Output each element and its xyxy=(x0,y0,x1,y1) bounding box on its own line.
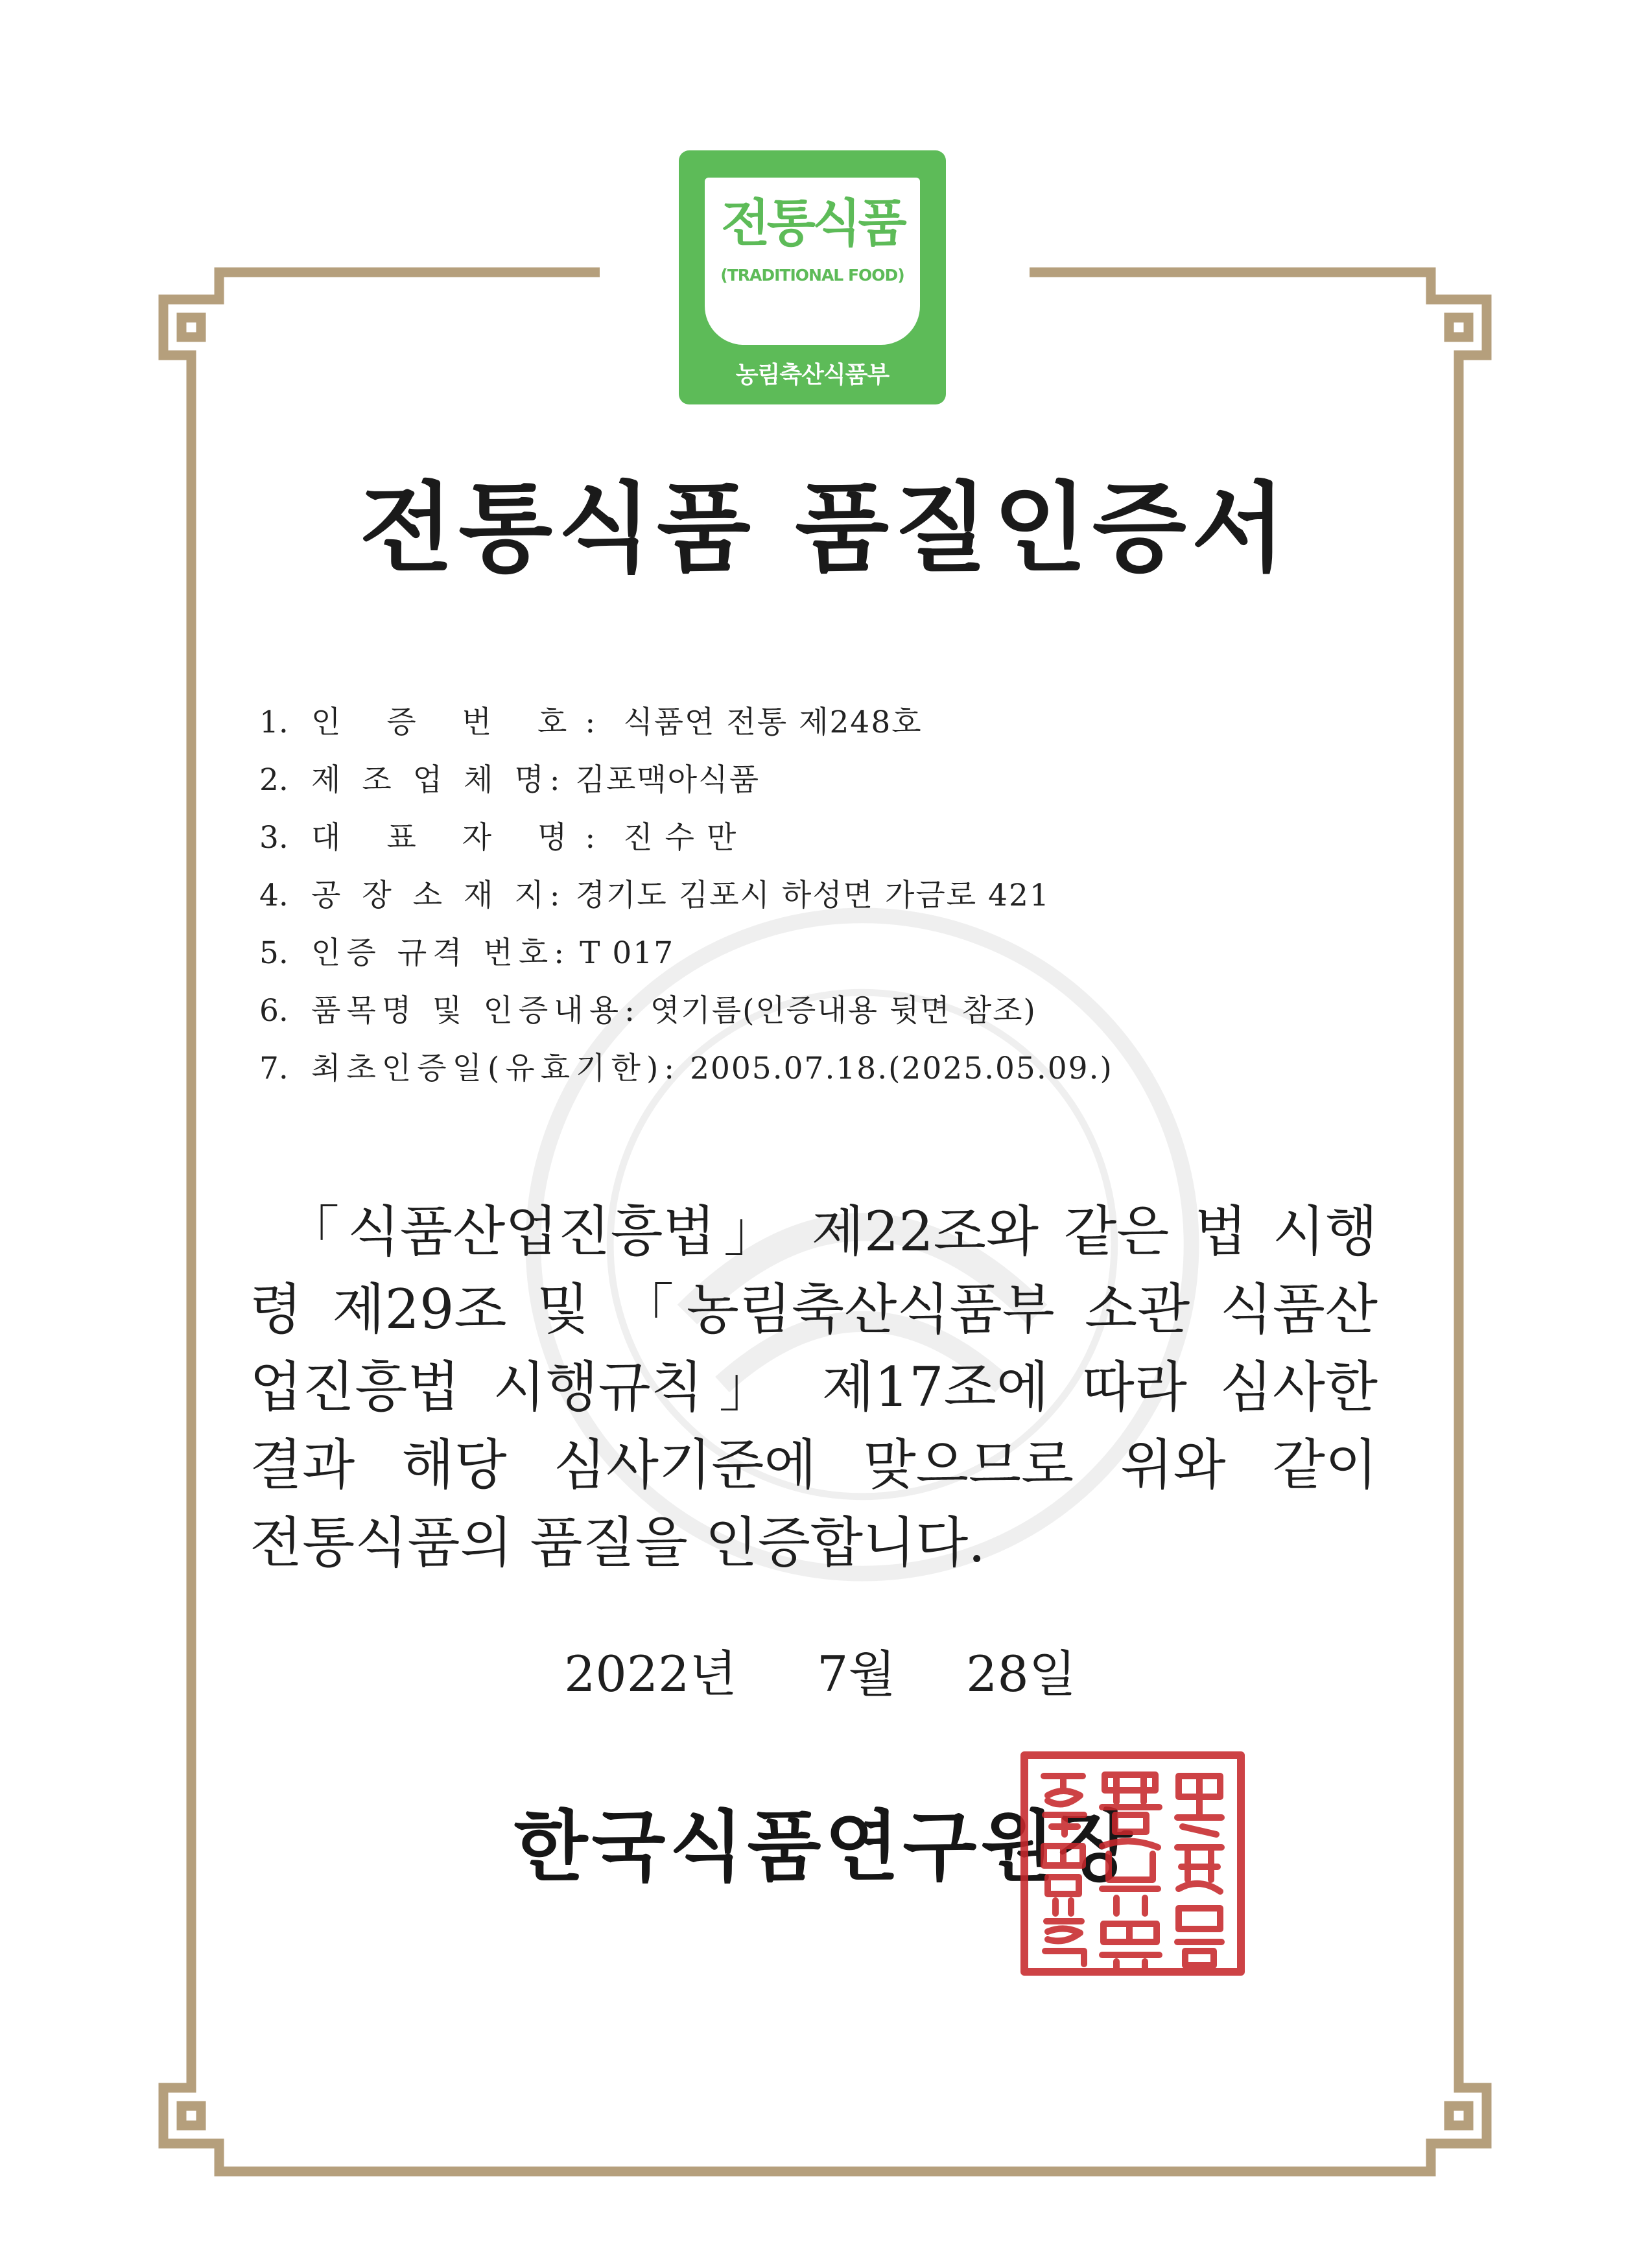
official-seal-stamp xyxy=(1019,1750,1246,1977)
logo-ministry: 농림축산식품부 xyxy=(735,362,890,388)
detail-value: 2005.07.18.(2025.05.09.) xyxy=(690,1051,1113,1086)
issue-month: 7월 xyxy=(817,1645,896,1703)
detail-number: 3. xyxy=(259,820,289,856)
detail-standard-number xyxy=(259,924,1491,982)
detail-number: 5. xyxy=(259,935,289,971)
statement-line: 령 제29조 및 「농림축산식품부 소관 식품산 xyxy=(250,1278,1378,1341)
detail-label: 최초인증일(유효기한): xyxy=(311,1051,681,1086)
statement-line: 전통식품의 품질을 인증합니다. xyxy=(250,1511,985,1574)
certificate-details xyxy=(259,694,1491,1097)
issue-day: 28일 xyxy=(966,1645,1077,1703)
detail-manufacturer xyxy=(259,751,1491,809)
detail-number: 1. xyxy=(259,705,289,740)
certificate-title: 전통식품 품질인증서 xyxy=(359,471,1291,585)
statement-line: 「식품산업진흥법」 제22조와 같은 법 시행 xyxy=(250,1200,1378,1263)
logo-subtitle: (TRADITIONAL FOOD) xyxy=(720,266,904,285)
detail-label: 인 증 번 호: xyxy=(311,705,614,740)
issuer-name: 한국식품연구원장 xyxy=(513,1801,1137,1891)
detail-label: 제 조 업 체 명: xyxy=(311,762,566,798)
logo-title: 전통식품 xyxy=(721,194,904,253)
detail-value: T 017 xyxy=(580,935,675,971)
detail-product-name xyxy=(259,982,1491,1040)
statement-line: 업진흥법 시행규칙」 제17조에 따라 심사한 xyxy=(250,1355,1378,1419)
issue-year: 2022년 xyxy=(564,1645,737,1703)
detail-value: 경기도 김포시 하성면 가금로 421 xyxy=(575,878,1050,913)
detail-initial-certification-date xyxy=(259,1040,1491,1097)
detail-label: 품목명 및 인증내용: xyxy=(311,993,641,1029)
detail-representative xyxy=(259,809,1491,867)
detail-value: 식품연 전통 제248호 xyxy=(623,705,923,740)
detail-certification-number xyxy=(259,694,1491,751)
detail-number: 7. xyxy=(259,1051,289,1086)
detail-label: 공 장 소 재 지: xyxy=(311,878,566,913)
detail-number: 2. xyxy=(259,762,289,798)
detail-number: 6. xyxy=(259,993,289,1029)
logo-inner-panel xyxy=(705,178,920,345)
detail-factory-address xyxy=(259,867,1491,924)
certification-statement xyxy=(250,1193,1378,1582)
detail-value: 김포맥아식품 xyxy=(575,762,760,798)
detail-label: 인증 규격 번호: xyxy=(311,935,571,971)
detail-value: 엿기름(인증내용 뒷면 참조) xyxy=(650,993,1037,1029)
statement-line: 결과 해당 심사기준에 맞으므로 위와 같이 xyxy=(250,1433,1378,1497)
detail-label: 대 표 자 명: xyxy=(311,820,614,856)
traditional-food-logo xyxy=(679,150,946,404)
detail-value: 진 수 만 xyxy=(623,820,738,856)
detail-number: 4. xyxy=(259,878,289,913)
